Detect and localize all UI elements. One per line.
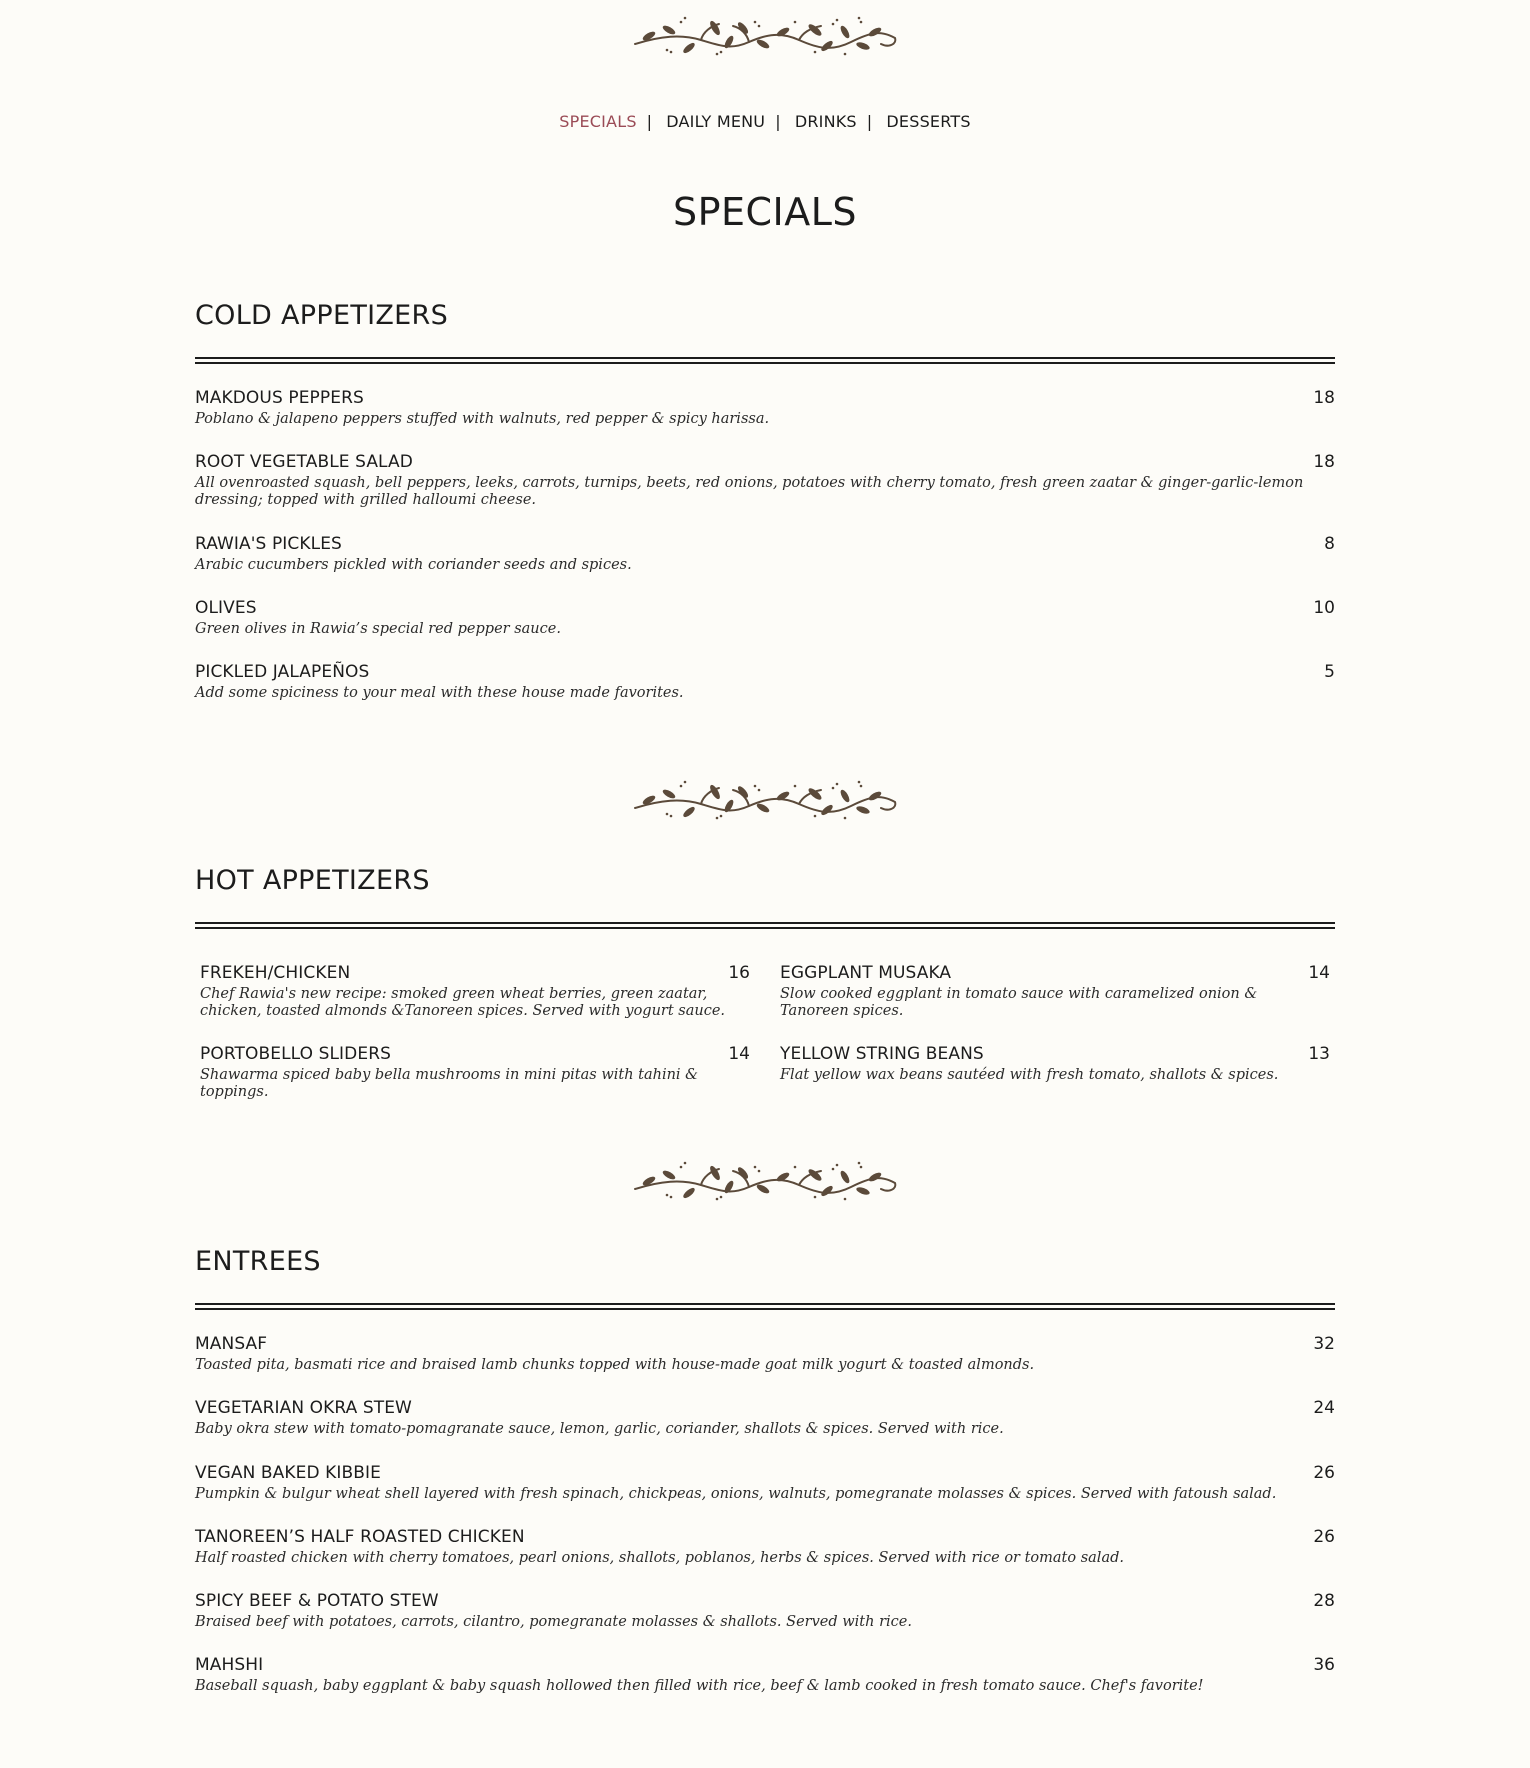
item-name: MAHSHI <box>195 1655 264 1675</box>
menu-item <box>195 662 1335 702</box>
item-name: ROOT VEGETABLE SALAD <box>195 452 413 472</box>
page-title: SPECIALS <box>672 190 858 234</box>
item-name: PORTOBELLO SLIDERS <box>200 1044 392 1064</box>
item-name: EGGPLANT MUSAKA <box>780 963 952 983</box>
nav-separator: | <box>775 112 781 131</box>
item-price: 36 <box>1313 1655 1335 1675</box>
item-price: 28 <box>1313 1591 1335 1611</box>
item-description: Green olives in Rawia’s special red pepper sauce. <box>195 621 561 637</box>
menu-item <box>195 1527 1335 1567</box>
nav-separator: | <box>646 112 653 131</box>
item-name: TANOREEN’S HALF ROASTED CHICKEN <box>195 1527 525 1547</box>
item-price: 26 <box>1313 1527 1335 1547</box>
item-description: Add some spiciness to your meal with these house made favorites. <box>195 685 684 701</box>
item-name: VEGAN BAKED KIBBIE <box>195 1463 382 1483</box>
item-description: Pumpkin & bulgur wheat shell layered with fresh spinach, chickpeas, onions, walnuts, pomegranate molasses & spices. Served with fatoush salad. <box>195 1486 1277 1502</box>
menu-item <box>195 1334 1335 1374</box>
vine-ornament-icon <box>631 14 899 56</box>
menu-item <box>195 1398 1335 1438</box>
menu-item <box>195 1591 1335 1631</box>
item-description: Baseball squash, baby eggplant & baby squash hollowed then filled with rice, beef & lamb cooked in fresh tomato sauce. Chef's favorite! <box>195 1678 1204 1694</box>
menu-item <box>195 388 1335 428</box>
nav-separator: | <box>866 112 873 131</box>
item-name: PICKLED JALAPEÑOS <box>195 662 370 682</box>
section-divider <box>195 1303 1335 1310</box>
item-description: Shawarma spiced baby bella mushrooms in mini pitas with tahini & toppings. <box>200 1067 699 1100</box>
item-description: Toasted pita, basmati rice and braised lamb chunks topped with house-made goat milk yogurt & toasted almonds. <box>195 1357 1035 1373</box>
item-description: Braised beef with potatoes, carrots, cilantro, pomegranate molasses & shallots. Served with rice. <box>195 1614 912 1630</box>
nav-daily-menu[interactable]: DAILY MENU <box>666 112 766 131</box>
item-price: 32 <box>1313 1334 1335 1354</box>
item-name: SPICY BEEF & POTATO STEW <box>195 1591 439 1611</box>
item-name: FREKEH/CHICKEN <box>200 963 351 983</box>
item-price: 14 <box>1308 963 1330 983</box>
main-nav <box>0 112 1530 131</box>
item-description: Half roasted chicken with cherry tomatoes, pearl onions, shallots, poblanos, herbs & spices. Served with rice or tomato salad. <box>195 1550 1124 1566</box>
menu-item <box>780 963 1330 1020</box>
section-divider <box>195 922 1335 929</box>
menu-item <box>195 598 1335 638</box>
item-price: 16 <box>728 963 750 983</box>
item-price: 24 <box>1313 1398 1335 1418</box>
item-description: Chef Rawia's new recipe: smoked green wheat berries, green zaatar, chicken, toasted almonds &Tanoreen spices. Served with yogurt sauce. <box>200 986 726 1019</box>
item-price: 13 <box>1308 1044 1330 1064</box>
item-price: 8 <box>1324 534 1335 554</box>
item-price: 18 <box>1313 452 1335 472</box>
item-description: Slow cooked eggplant in tomato sauce with caramelized onion & Tanoreen spices. <box>780 986 1258 1019</box>
nav-specials[interactable]: SPECIALS <box>559 112 637 131</box>
item-name: MANSAF <box>195 1334 268 1354</box>
item-name: OLIVES <box>195 598 257 618</box>
menu-item <box>195 452 1335 509</box>
menu-item <box>200 963 750 1020</box>
item-description: Flat yellow wax beans sautéed with fresh tomato, shallots & spices. <box>780 1067 1279 1083</box>
nav-desserts[interactable]: DESSERTS <box>886 112 971 131</box>
nav-drinks[interactable]: DRINKS <box>794 112 857 131</box>
item-price: 18 <box>1313 388 1335 408</box>
menu-item <box>195 1463 1335 1503</box>
item-description: Baby okra stew with tomato-pomagranate sauce, lemon, garlic, coriander, shallots & spices. Served with rice. <box>195 1421 1004 1437</box>
vine-ornament-icon <box>631 1159 899 1201</box>
menu-item <box>195 1655 1335 1695</box>
vine-ornament-icon <box>631 778 899 820</box>
menu-item <box>200 1044 750 1101</box>
item-description: Poblano & jalapeno peppers stuffed with walnuts, red pepper & spicy harissa. <box>195 411 770 427</box>
section-title-cold-appetizers: COLD APPETIZERS <box>195 300 449 331</box>
item-price: 5 <box>1324 662 1335 682</box>
item-name: MAKDOUS PEPPERS <box>195 388 364 408</box>
item-description: Arabic cucumbers pickled with coriander seeds and spices. <box>195 557 632 573</box>
item-name: VEGETARIAN OKRA STEW <box>195 1398 412 1418</box>
section-divider <box>195 357 1335 364</box>
item-price: 14 <box>728 1044 750 1064</box>
item-name: YELLOW STRING BEANS <box>780 1044 984 1064</box>
section-title-hot-appetizers: HOT APPETIZERS <box>195 865 430 896</box>
item-name: RAWIA'S PICKLES <box>195 534 342 554</box>
item-price: 10 <box>1313 598 1335 618</box>
menu-item <box>195 534 1335 574</box>
section-title-entrees: ENTREES <box>195 1246 321 1277</box>
item-description: All ovenroasted squash, bell peppers, leeks, carrots, turnips, beets, red onions, potatoes with cherry tomato, fresh green zaatar & ginger-garlic-lemon dressing; topped with grilled halloumi cheese. <box>195 475 1304 508</box>
menu-item <box>780 1044 1330 1084</box>
item-price: 26 <box>1313 1463 1335 1483</box>
